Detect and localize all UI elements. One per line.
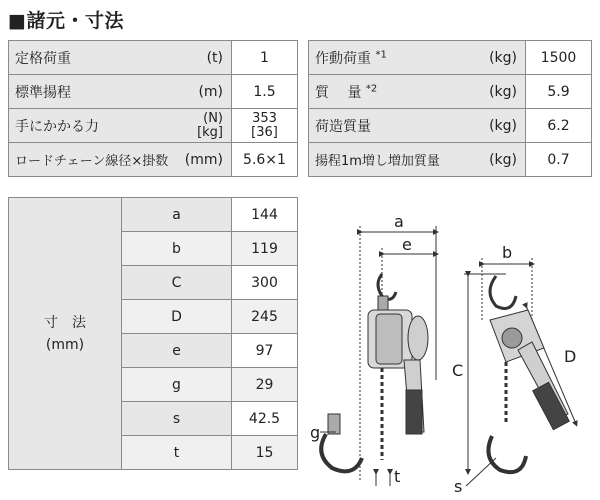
dimension-key: b <box>122 232 232 266</box>
spec-label: 荷造質量 <box>309 109 473 143</box>
diagram-label-a: a <box>394 212 404 231</box>
spec-label: 手にかかる力 <box>9 109 182 143</box>
dimensions-label-line2: (mm) <box>45 336 85 353</box>
dimension-key: g <box>122 368 232 402</box>
dimension-value: 245 <box>232 300 298 334</box>
spec-label-cell <box>309 41 473 75</box>
table-row <box>9 143 298 177</box>
table-row <box>9 198 298 232</box>
dimension-key: C <box>122 266 232 300</box>
dimension-value: 15 <box>232 436 298 470</box>
spec-value: 0.7 <box>526 143 592 177</box>
spec-value: 353 <box>252 110 277 126</box>
table-row <box>309 143 592 177</box>
spec-unit-stack <box>181 109 231 143</box>
diagram-label-s: s <box>454 477 463 495</box>
spec-table-right <box>308 40 592 177</box>
diagram-label-C: C <box>452 361 464 380</box>
spec-label: ロードチェーン線径×掛数 <box>9 143 182 177</box>
spec-value: 1 <box>232 41 298 75</box>
spec-value-stack <box>232 109 298 143</box>
dimension-value: 144 <box>232 198 298 232</box>
dimension-key: e <box>122 334 232 368</box>
spec-value: 5.9 <box>526 75 592 109</box>
spec-unit: (kg) <box>473 41 526 75</box>
table-row <box>9 41 298 75</box>
dimension-key: t <box>122 436 232 470</box>
dimension-value: 300 <box>232 266 298 300</box>
spec-unit: (kg) <box>473 75 526 109</box>
spec-unit: (kg) <box>473 109 526 143</box>
spec-unit: [kg] <box>197 124 223 140</box>
spec-label: 作動荷重 <box>315 50 371 67</box>
page-title: ■諸元・寸法 <box>8 10 124 32</box>
dimension-value: 29 <box>232 368 298 402</box>
spec-label: 揚程1m増し増加質量 <box>309 143 473 177</box>
spec-value: [36] <box>251 124 278 140</box>
spec-unit: (t) <box>181 41 231 75</box>
spec-label: 質 量 <box>315 84 362 101</box>
dimension-value: 97 <box>232 334 298 368</box>
spec-value: 1.5 <box>232 75 298 109</box>
spec-value: 5.6×1 <box>232 143 298 177</box>
spec-unit: (kg) <box>473 143 526 177</box>
table-row <box>309 41 592 75</box>
diagram-label-e: e <box>402 235 412 254</box>
spec-label: 標準揚程 <box>9 75 182 109</box>
dimension-key: D <box>122 300 232 334</box>
spec-unit: (N) <box>203 110 223 126</box>
dimension-key: a <box>122 198 232 232</box>
spec-unit: (m) <box>181 75 231 109</box>
spec-unit: (mm) <box>181 143 231 177</box>
table-row <box>309 109 592 143</box>
table-row <box>309 75 592 109</box>
spec-table-left <box>8 40 298 177</box>
spec-label-cell <box>309 75 473 109</box>
diagram-label-t: t <box>394 467 401 486</box>
footnote-mark: *2 <box>365 82 378 94</box>
table-row <box>9 75 298 109</box>
dimensions-label-line1: 寸 法 <box>44 314 86 331</box>
spec-value: 6.2 <box>526 109 592 143</box>
diagram-label-b: b <box>502 243 513 262</box>
dimensions-label <box>9 198 122 470</box>
footnote-mark: *1 <box>375 48 387 60</box>
dimensions-table <box>8 197 298 470</box>
spec-value: 1500 <box>526 41 592 75</box>
table-row <box>9 109 298 143</box>
dimension-key: s <box>122 402 232 436</box>
spec-label: 定格荷重 <box>9 41 182 75</box>
dimension-value: 119 <box>232 232 298 266</box>
dimension-value: 42.5 <box>232 402 298 436</box>
diagram-label-D: D <box>564 347 577 366</box>
diagram-label-g: g <box>310 423 321 442</box>
hoist-dimension-diagram <box>306 210 596 495</box>
